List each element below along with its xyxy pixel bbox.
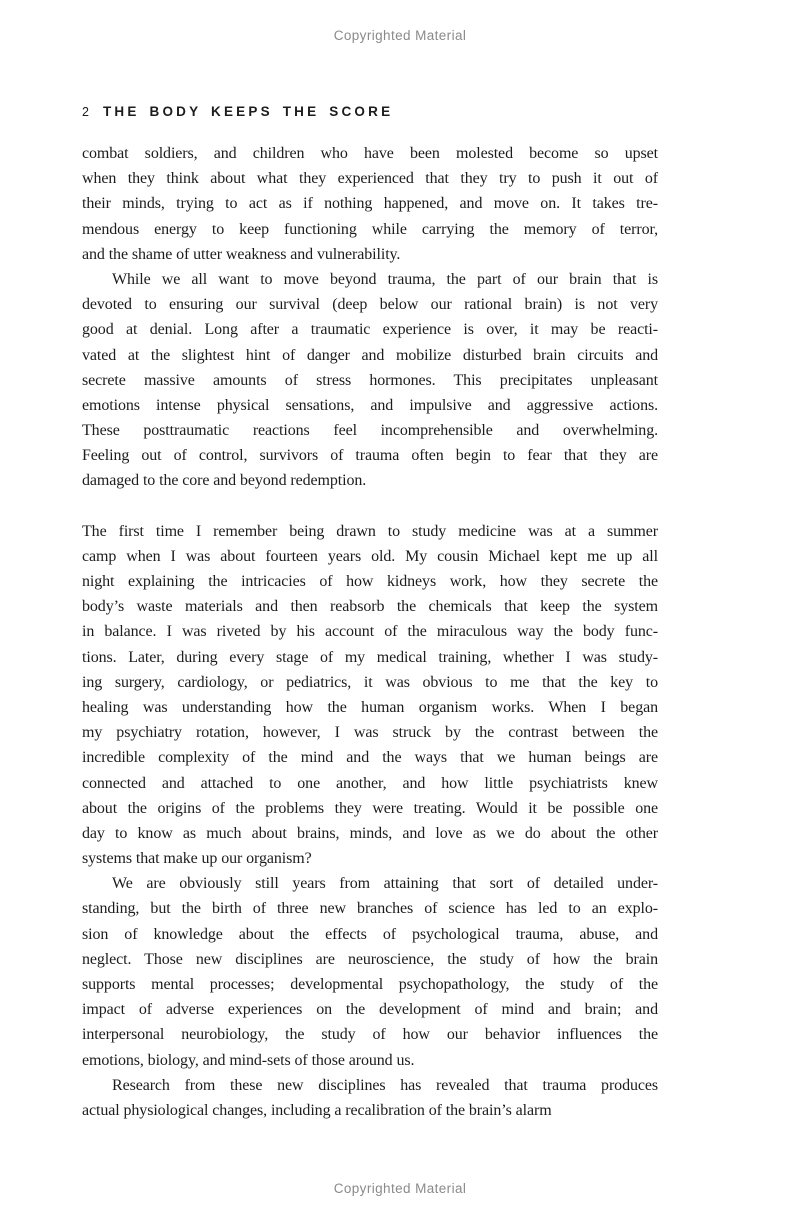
text-line: incredible complexity of the mind and the ways that we human beings are — [82, 749, 658, 767]
text-line: sion of knowledge about the effects of psychological trauma, abuse, and — [82, 925, 658, 943]
paragraph — [82, 267, 658, 494]
text-line: in balance. I was riveted by his account of the miraculous way the body func- — [82, 623, 658, 641]
text-line: good at denial. Long after a traumatic experience is over, it may be reacti- — [82, 321, 658, 339]
text-line: camp when I was about fourteen years old. My cousin Michael kept me up all — [82, 547, 658, 565]
text-line: their minds, trying to act as if nothing happened, and move on. It takes tre- — [82, 195, 658, 213]
text-line: Research from these new disciplines has revealed that trauma produces — [112, 1076, 658, 1094]
page-header — [82, 103, 658, 121]
text-line: ing surgery, cardiology, or pediatrics, it was obvious to me that the key to — [82, 673, 658, 691]
text-line: devoted to ensuring our survival (deep below our rational brain) is not very — [82, 296, 658, 314]
paragraph — [82, 1073, 658, 1123]
text-line: body’s waste materials and then reabsorb the chemicals that keep the system — [82, 598, 658, 616]
text-line: about the origins of the problems they were treating. Would it be possible one — [82, 799, 658, 817]
text-line: The first time I remember being drawn to study medicine was at a summer — [82, 522, 658, 540]
text-line: impact of adverse experiences on the development of mind and brain; and — [82, 1001, 658, 1019]
text-line: day to know as much about brains, minds, and love as we do about the other — [82, 824, 658, 842]
text-line: systems that make up our organism? — [82, 850, 312, 868]
text-line: standing, but the birth of three new branches of science has led to an explo- — [82, 900, 658, 918]
copyright-notice-top: Copyrighted Material — [333, 28, 467, 43]
text-line: secrete massive amounts of stress hormones. This precipitates unpleasant — [82, 371, 658, 389]
text-line: tions. Later, during every stage of my medical training, whether I was study- — [82, 648, 658, 666]
text-line: While we all want to move beyond trauma, the part of our brain that is — [112, 270, 658, 288]
text-line: and the shame of utter weakness and vulnerability. — [82, 245, 401, 263]
text-line: when they think about what they experienced that they try to push it out of — [82, 170, 658, 188]
text-line: mendous energy to keep functioning while carrying the memory of terror, — [82, 220, 658, 238]
text-line: Feeling out of control, survivors of trauma often begin to fear that they are — [82, 447, 658, 465]
text-line: connected and attached to one another, and how little psychiatrists knew — [82, 774, 658, 792]
copyright-notice-bottom: Copyrighted Material — [333, 1181, 467, 1196]
text-line: supports mental processes; developmental psychopathology, the study of the — [82, 976, 658, 993]
text-line: neglect. Those new disciplines are neuroscience, the study of how the brain — [82, 950, 658, 968]
text-line: healing was understanding how the human organism works. When I began — [82, 698, 658, 716]
page-number: 2 — [82, 105, 90, 119]
text-line: actual physiological changes, including a recalibration of the brain’s alarm — [82, 1101, 552, 1119]
text-line: emotions, biology, and mind-sets of those around us. — [82, 1051, 415, 1069]
text-line: We are obviously still years from attaining that sort of detailed under- — [112, 875, 658, 893]
text-line: damaged to the core and beyond redemption. — [82, 472, 367, 490]
body-text — [82, 141, 658, 1123]
text-line: interpersonal neurobiology, the study of how our behavior influences the — [82, 1026, 658, 1044]
text-line: my psychiatry rotation, however, I was struck by the contrast between the — [82, 724, 658, 742]
text-line: vated at the slightest hint of danger and mobilize disturbed brain circuits and — [82, 346, 658, 364]
text-line: combat soldiers, and children who have been molested become so upset — [82, 145, 658, 162]
paragraph — [82, 141, 658, 267]
running-title: THE BODY KEEPS THE SCORE — [102, 104, 394, 119]
paragraph — [82, 519, 658, 872]
text-line: night explaining the intricacies of how kidneys work, how they secrete the — [82, 573, 658, 590]
paragraph — [82, 871, 658, 1073]
text-line: These posttraumatic reactions feel incomprehensible and overwhelming. — [82, 422, 658, 440]
text-line: emotions intense physical sensations, and impulsive and aggressive actions. — [82, 396, 658, 414]
